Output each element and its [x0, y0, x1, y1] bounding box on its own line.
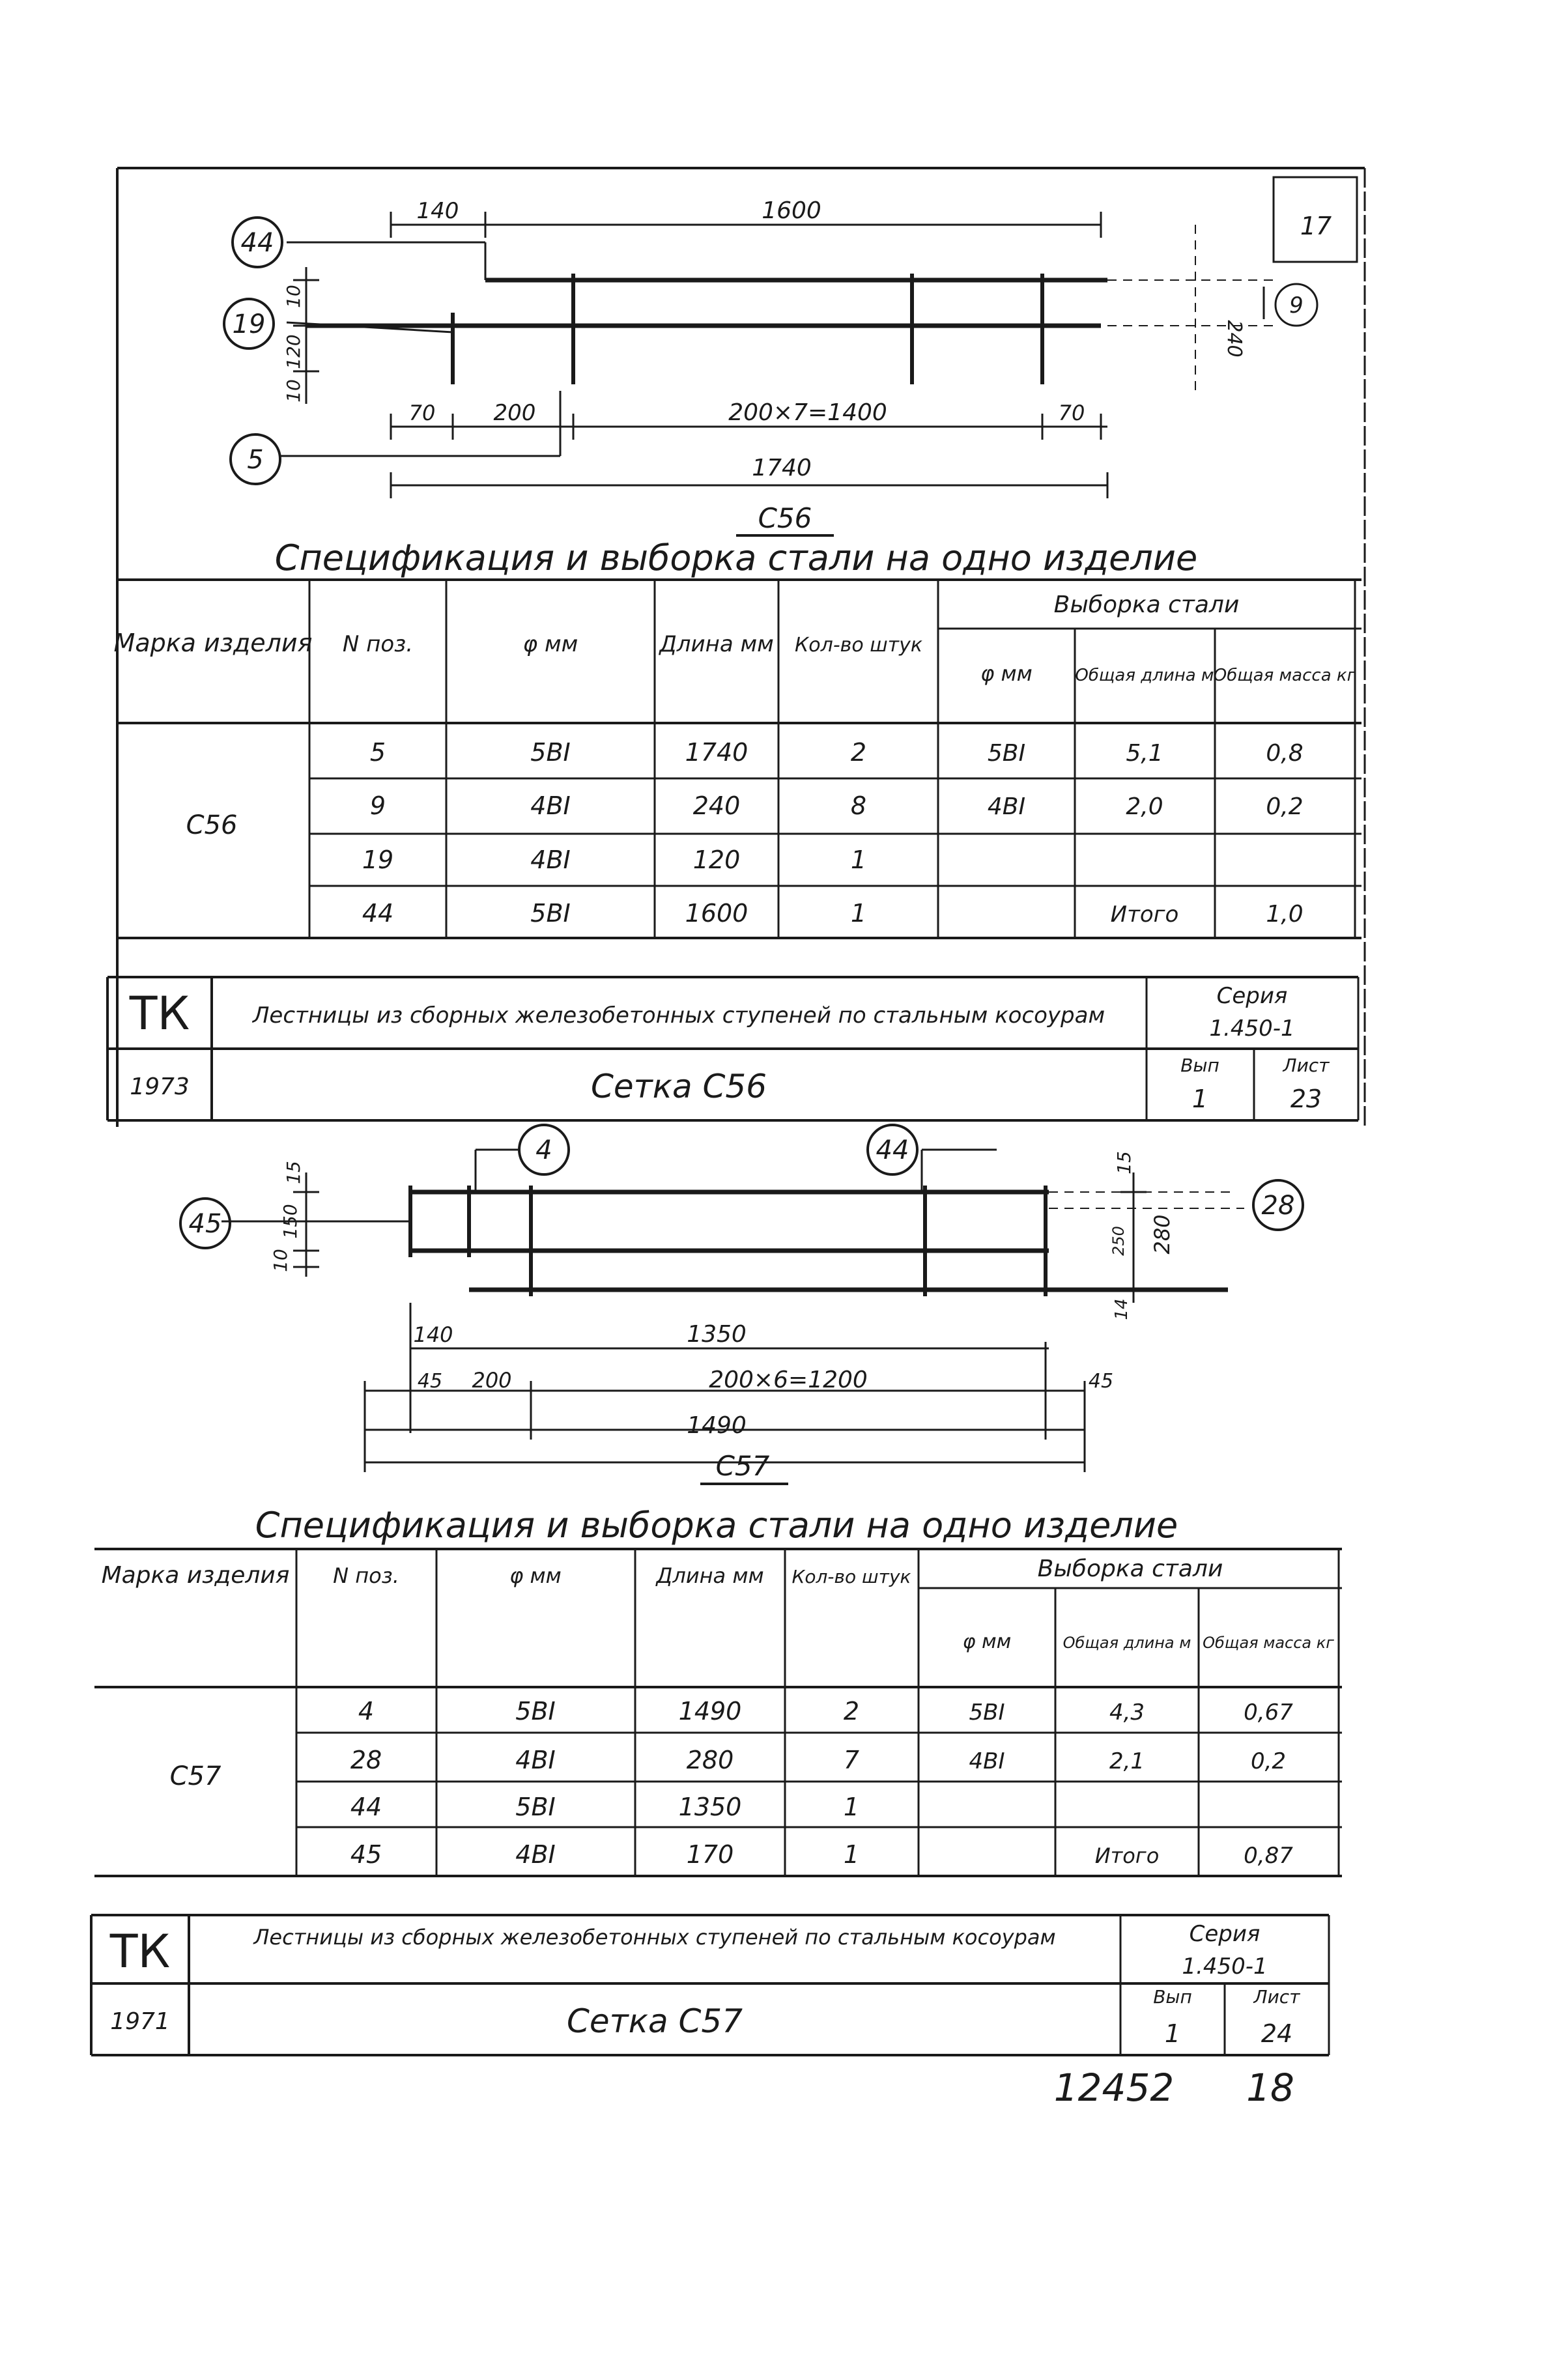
r2-row4-total-label: Итого [1094, 1843, 1160, 1868]
row1-len: 1740 [685, 738, 748, 767]
callout-17: 17 [1300, 212, 1332, 240]
stamp-title-1: Лестницы из сборных железобетонных ступеней по стальным косоурам [252, 1002, 1105, 1029]
row3-qty: 1 [850, 845, 867, 874]
dim-v-10-bottom: 10 [283, 379, 304, 403]
row4-pos: 44 [362, 899, 394, 928]
r2-row3-phi: 5BI [515, 1793, 556, 1821]
row3-len: 120 [692, 845, 741, 874]
stamp-list-label-2: Лист [1253, 1986, 1300, 2008]
item-mark-c56: С56 [186, 810, 238, 840]
callout-44: 44 [240, 228, 274, 258]
r2-row1-len: 1490 [678, 1697, 742, 1726]
callouts-c56 [224, 218, 1317, 484]
r2-row2-pos: 28 [350, 1746, 382, 1774]
stamp-tk-2: ТК [109, 1925, 171, 1978]
r2-row1-phi: 5BI [515, 1697, 556, 1726]
dim-1740: 1740 [752, 455, 812, 481]
row2-len: 240 [692, 791, 741, 820]
dim2-45-right: 45 [1088, 1370, 1114, 1393]
row4-len: 1600 [685, 899, 748, 928]
r2-row2-qty: 7 [843, 1746, 860, 1774]
row1-slen: 5,1 [1126, 740, 1163, 767]
stamp-tk-1: ТК [129, 987, 190, 1040]
hdr-sel-mass-1: Общая масса кг [1213, 666, 1356, 685]
row2-qty: 8 [850, 791, 867, 820]
row4-qty: 1 [850, 899, 867, 928]
row4-total-label: Итого [1110, 902, 1179, 928]
dim-200x7: 200×7=1400 [728, 399, 887, 426]
dim-70-left: 70 [408, 401, 436, 425]
dim2-140: 140 [413, 1322, 453, 1347]
callouts-c57 [180, 1125, 1303, 1248]
callout-4: 4 [535, 1135, 552, 1165]
stamp-issue-2: 1 [1164, 2019, 1181, 2048]
stamp-sheet-name-2: Сетка С57 [566, 2002, 743, 2040]
callout-44-b: 44 [876, 1135, 909, 1165]
row2-pos: 9 [369, 791, 386, 820]
callout-5: 5 [247, 445, 264, 475]
stamp-sheet-name-1: Сетка С56 [590, 1068, 767, 1105]
row3-pos: 19 [362, 845, 394, 874]
hdr-sel-len-2: Общая длина м [1062, 1634, 1191, 1652]
stamp-issue-1: 1 [1191, 1085, 1208, 1113]
r2-row1-slen: 4,3 [1109, 1699, 1145, 1726]
r2-row2-slen: 2,1 [1109, 1748, 1145, 1774]
dim2-45-left: 45 [417, 1370, 443, 1393]
r2-row1-qty: 2 [843, 1697, 860, 1726]
stamp-issue-label-1: Вып [1180, 1055, 1219, 1076]
dim2-r-14: 14 [1112, 1298, 1132, 1320]
hdr-mark-2: Марка изделия [101, 1562, 290, 1589]
dim2-r-15: 15 [1113, 1151, 1135, 1174]
callout-9: 9 [1289, 292, 1304, 319]
table-rows-2 [350, 1697, 1293, 1869]
r2-row3-pos: 44 [350, 1793, 382, 1821]
hdr-sel-phi-1: φ мм [980, 661, 1033, 686]
dim-70-right: 70 [1058, 401, 1085, 425]
r2-row2-phi: 4BI [515, 1746, 556, 1774]
row2-slen: 2,0 [1126, 793, 1163, 820]
hdr-pos-2: N поз. [333, 1563, 399, 1588]
dim2-200x6: 200×6=1200 [709, 1367, 868, 1393]
stamp-list-1: 23 [1290, 1085, 1322, 1113]
callout-19: 19 [232, 309, 266, 339]
stamp-year-2: 1971 [110, 2008, 170, 2035]
hdr-phi-1: φ мм [522, 631, 578, 657]
hdr-mark-1: Марка изделия [113, 629, 313, 657]
dim2-200: 200 [472, 1368, 512, 1393]
mesh-mark-c56: С56 [758, 502, 812, 534]
dim2-1350: 1350 [687, 1321, 747, 1348]
stamp-series-2: 1.450-1 [1182, 1954, 1268, 1980]
dim-v-120: 120 [283, 334, 304, 369]
hdr-selection-1: Выборка стали [1053, 591, 1240, 618]
item-mark-c57: С57 [169, 1761, 221, 1791]
hdr-qty-2: Кол-во штук [791, 1566, 911, 1587]
row1-smass: 0,8 [1266, 740, 1304, 767]
r2-row4-qty: 1 [843, 1840, 860, 1869]
spec-title-1: Спецификация и выборка стали на одно изделие [274, 537, 1198, 578]
dim2-v-150: 150 [279, 1204, 301, 1239]
spec-title-2: Спецификация и выборка стали на одно изделие [255, 1505, 1178, 1546]
hdr-qty-1: Кол-во штук [794, 634, 923, 657]
hdr-selection-2: Выборка стали [1037, 1556, 1223, 1582]
row4-total-mass: 1,0 [1266, 901, 1304, 928]
dim-200: 200 [493, 400, 536, 426]
dim-1600: 1600 [762, 197, 821, 224]
dim-140: 140 [416, 198, 459, 224]
callout-45: 45 [188, 1209, 222, 1239]
r2-row3-len: 1350 [678, 1793, 742, 1821]
dim2-r-280: 280 [1150, 1214, 1175, 1255]
stamp-issue-label-2: Вып [1153, 1986, 1192, 2008]
row1-phi: 5BI [530, 738, 571, 767]
r2-row2-len: 280 [686, 1746, 734, 1774]
row1-pos: 5 [369, 738, 386, 767]
row2-phi: 4BI [530, 791, 571, 820]
dim2-v-10: 10 [270, 1249, 291, 1272]
dim2-1490: 1490 [687, 1412, 747, 1439]
stamp-title-2: Лестницы из сборных железобетонных ступеней по стальным косоурам [253, 1925, 1056, 1950]
r2-row4-pos: 45 [350, 1840, 382, 1869]
r2-row1-smass: 0,67 [1244, 1699, 1293, 1726]
r2-row2-sphi: 4BI [969, 1748, 1005, 1774]
callout-28: 28 [1261, 1191, 1295, 1221]
hdr-phi-2: φ мм [509, 1563, 562, 1588]
r2-row2-smass: 0,2 [1250, 1748, 1287, 1774]
hdr-sel-len-1: Общая длина м [1075, 666, 1214, 685]
dim-240: 240 [1223, 320, 1246, 358]
stamp-series-1: 1.450-1 [1209, 1016, 1295, 1042]
r2-row4-total-mass: 0,87 [1244, 1843, 1293, 1869]
row2-smass: 0,2 [1266, 793, 1304, 820]
mesh-mark-c57: С57 [715, 1450, 770, 1482]
r2-row4-phi: 4BI [515, 1840, 556, 1869]
row3-phi: 4BI [530, 845, 571, 874]
stamp-year-1: 1973 [130, 1073, 190, 1100]
footer-doc-number: 12452 [1053, 2066, 1175, 2110]
hdr-sel-mass-2: Общая масса кг [1203, 1634, 1334, 1652]
row1-sphi: 5BI [987, 740, 1026, 767]
mesh-drawing-c56 [280, 212, 1277, 535]
hdr-length-1: Длина мм [659, 631, 774, 657]
r2-row4-len: 170 [686, 1840, 734, 1869]
r2-row1-sphi: 5BI [969, 1699, 1005, 1726]
hdr-length-2: Длина мм [656, 1563, 764, 1588]
row1-qty: 2 [850, 738, 867, 767]
dim2-v-15: 15 [283, 1161, 304, 1184]
r2-row3-qty: 1 [843, 1793, 860, 1821]
row4-phi: 5BI [530, 899, 571, 928]
hdr-pos-1: N поз. [342, 631, 414, 657]
dim2-r-250: 250 [1109, 1226, 1128, 1256]
dim-v-10-top: 10 [283, 285, 304, 308]
r2-row1-pos: 4 [358, 1697, 375, 1726]
stamp-series-label-2: Серия [1189, 1921, 1261, 1947]
row2-sphi: 4BI [987, 793, 1026, 820]
footer-page-number: 18 [1246, 2066, 1294, 2110]
hdr-sel-phi-2: φ мм [962, 1630, 1012, 1653]
stamp-series-label-1: Серия [1216, 983, 1288, 1009]
stamp-list-2: 24 [1261, 2019, 1293, 2048]
stamp-list-label-1: Лист [1283, 1055, 1330, 1076]
